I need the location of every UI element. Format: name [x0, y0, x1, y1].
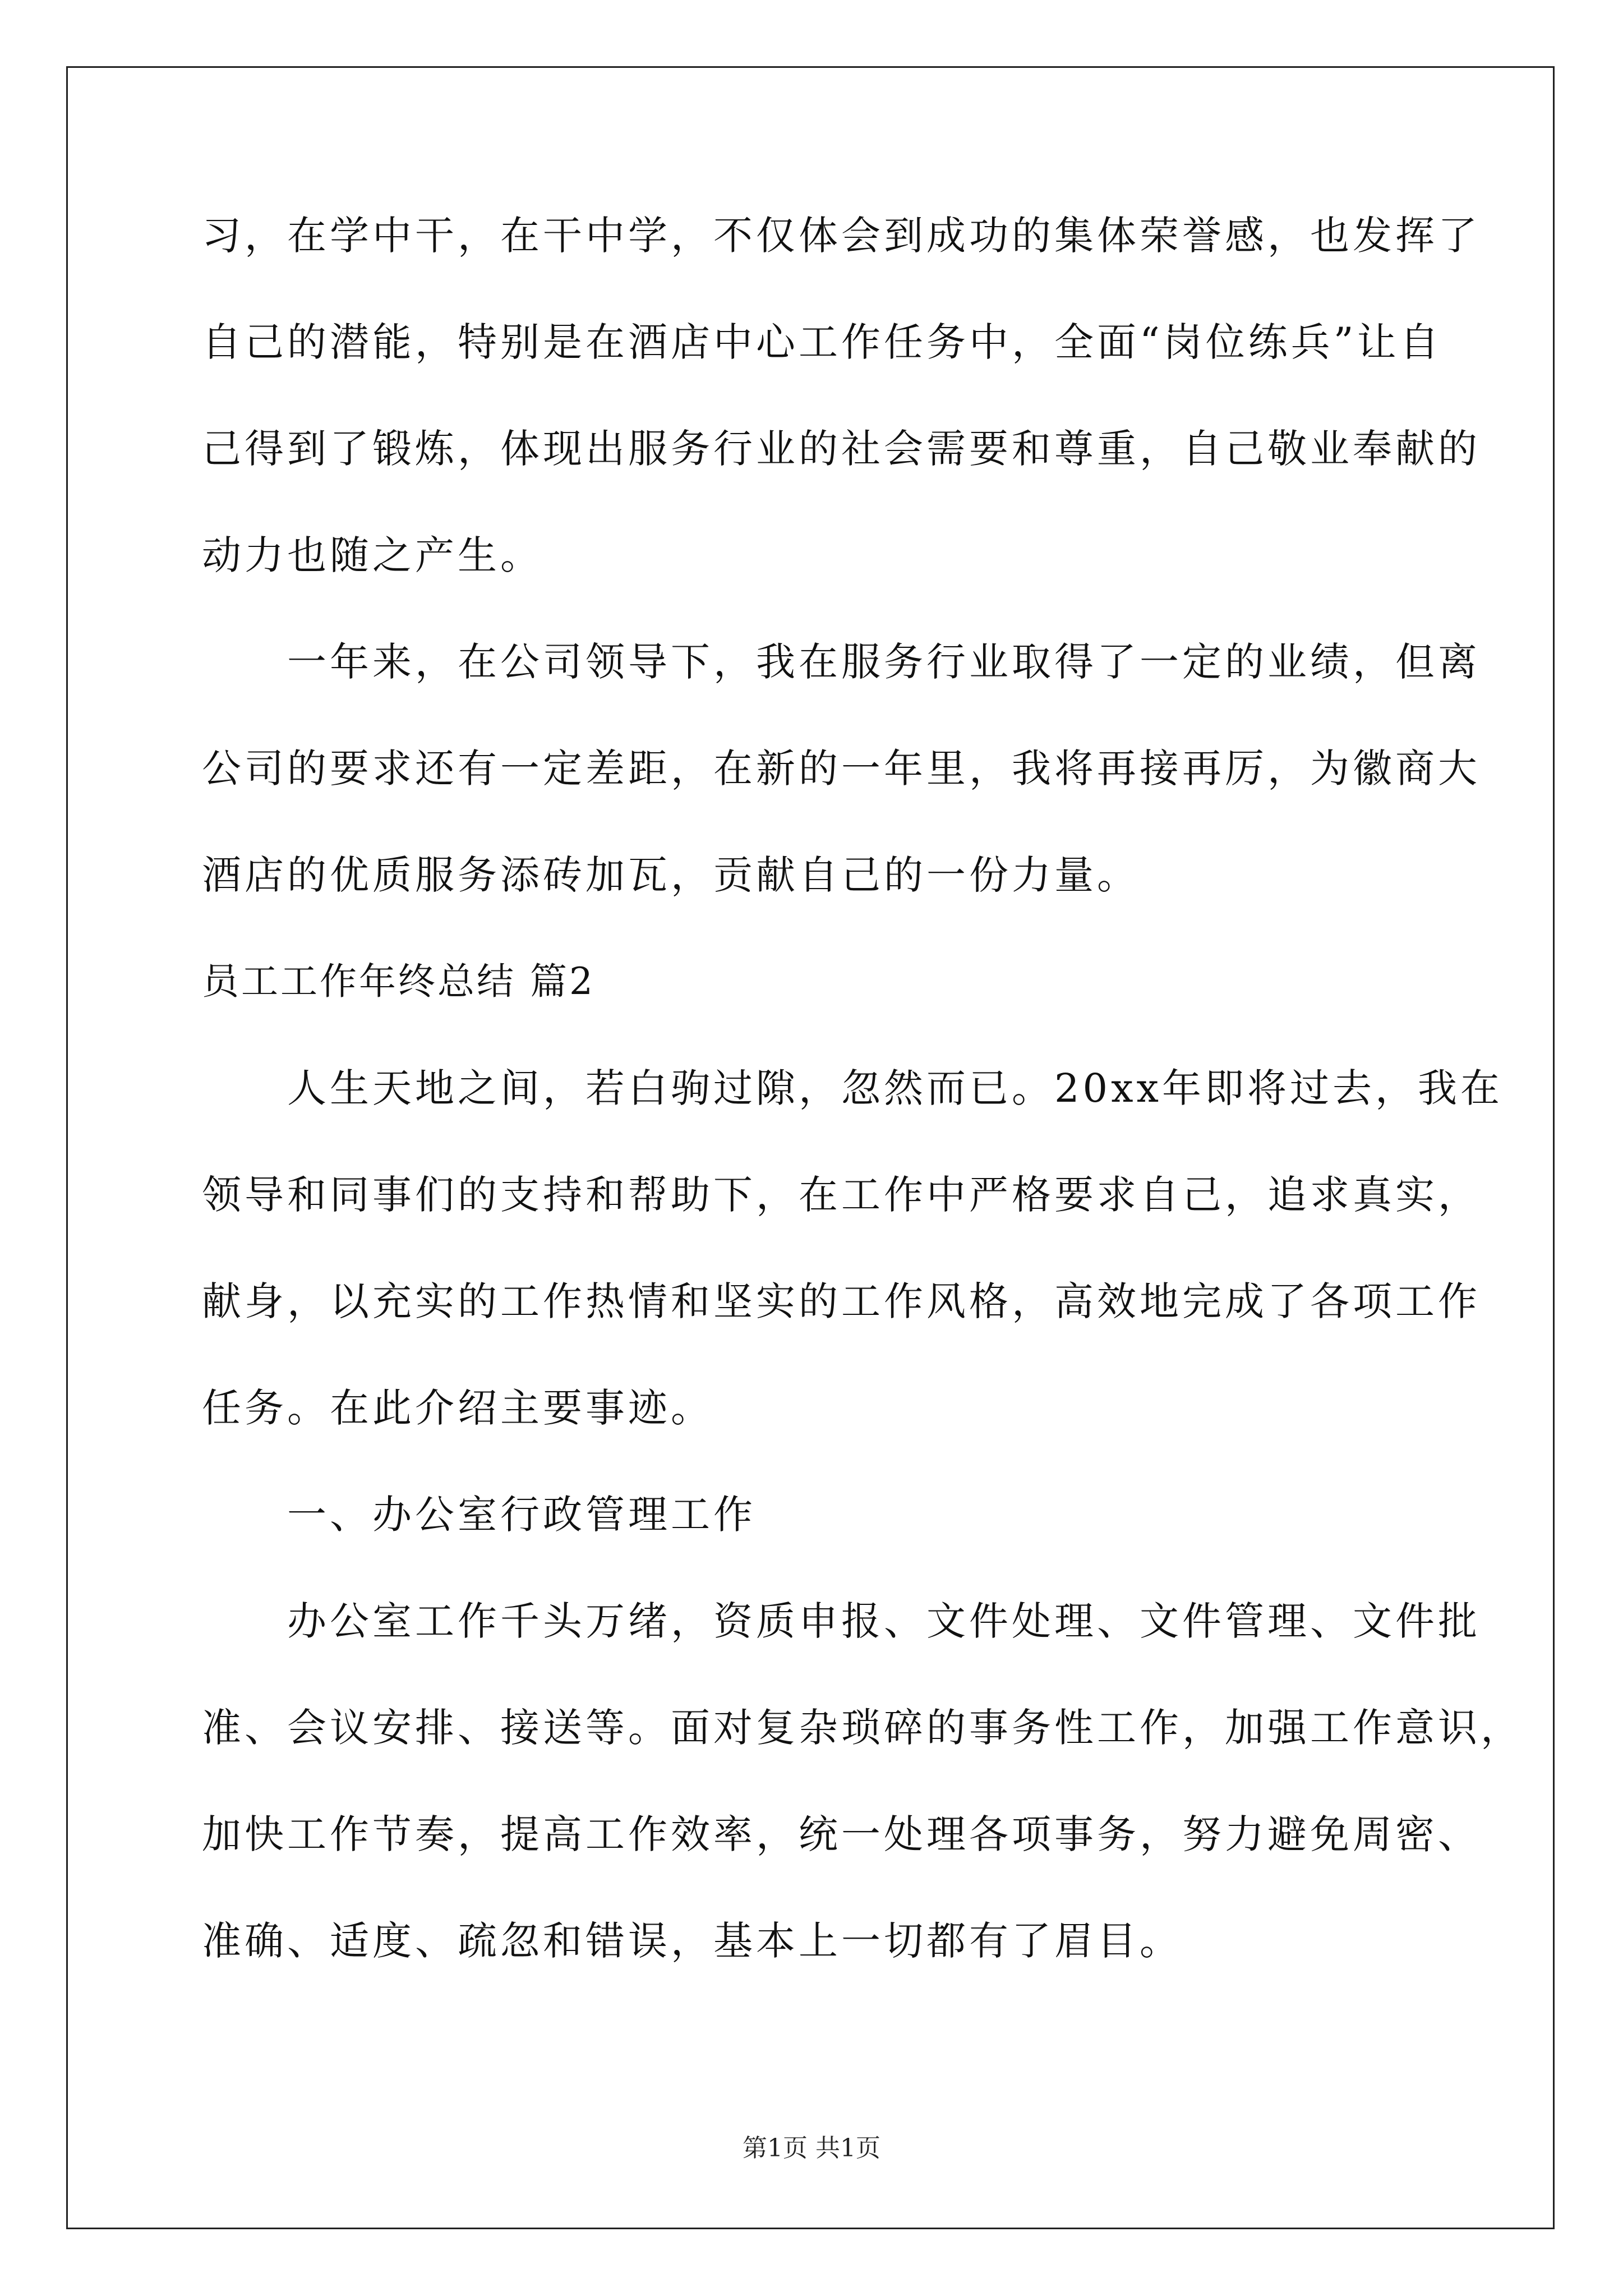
text-line: 己得到了锻炼，体现出服务行业的社会需要和尊重，自己敬业奉献的 — [202, 426, 1481, 472]
text-line: 办公室工作千头万绪，资质申报、文件处理、文件管理、文件批 — [202, 1598, 1481, 1644]
text-line: 献身，以充实的工作热情和坚实的工作风格，高效地完成了各项工作 — [202, 1278, 1481, 1324]
text-line: 公司的要求还有一定差距，在新的一年里，我将再接再厉，为徽商大 — [202, 746, 1481, 792]
text-line: 任务。在此介绍主要事迹。 — [202, 1385, 713, 1431]
text-line: 加快工作节奏，提高工作效率，统一处理各项事务，努力避免周密、 — [202, 1811, 1481, 1857]
section-heading: 员工工作年终总结 篇2 — [202, 960, 595, 1003]
text-line: 自己的潜能，特别是在酒店中心工作任务中，全面“岗位练兵”让自 — [202, 319, 1442, 365]
text-line: 酒店的优质服务添砖加瓦，贡献自己的一份力量。 — [202, 852, 1140, 898]
text-line: 动力也随之产生。 — [202, 532, 543, 578]
subheading: 一、办公室行政管理工作 — [202, 1492, 756, 1538]
text-line: 准、会议安排、接送等。面对复杂琐碎的事务性工作，加强工作意识， — [202, 1705, 1523, 1751]
text-line: 领导和同事们的支持和帮助下，在工作中严格要求自己，追求真实， — [202, 1172, 1481, 1218]
text-line: 一年来，在公司领导下，我在服务行业取得了一定的业绩，但离 — [202, 639, 1481, 685]
text-line: 人生天地之间，若白驹过隙，忽然而已。20xx年即将过去，我在 — [202, 1065, 1504, 1111]
text-line: 习，在学中干，在干中学，不仅体会到成功的集体荣誉感，也发挥了 — [202, 213, 1481, 259]
page-border — [66, 66, 1555, 2229]
text-line: 准确、适度、疏忽和错误，基本上一切都有了眉目。 — [202, 1918, 1182, 1964]
page-footer: 第1页 共1页 — [743, 2134, 880, 2162]
